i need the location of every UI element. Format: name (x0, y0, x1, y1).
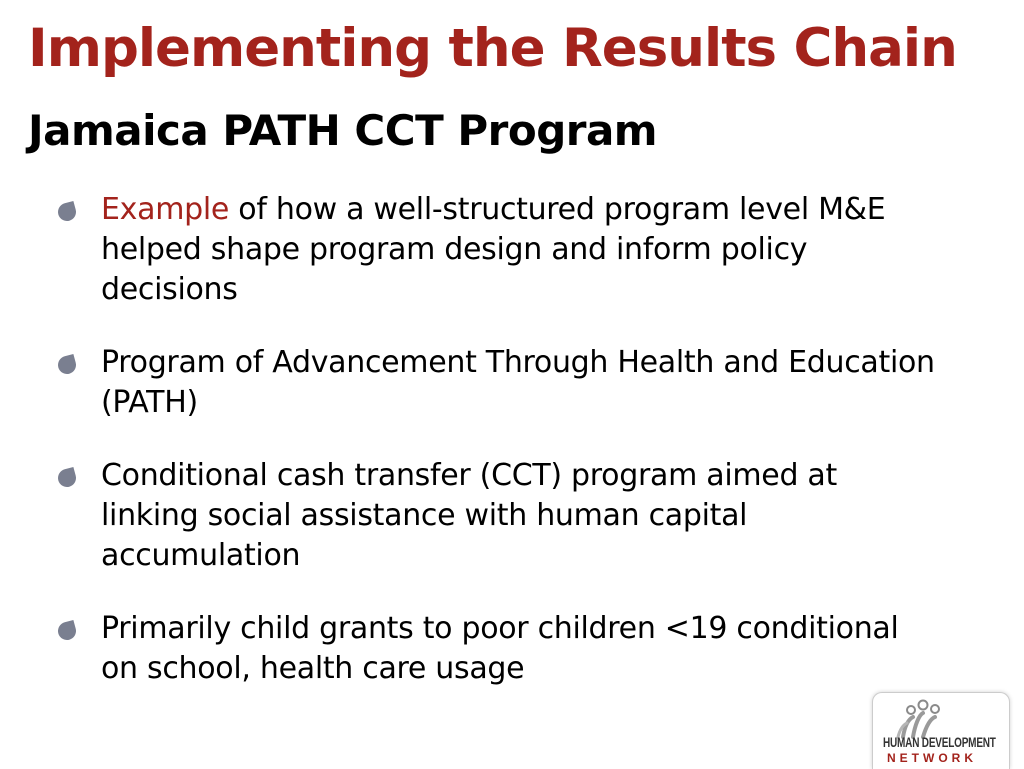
slide-title: Implementing the Results Chain (28, 18, 957, 79)
logo-line-2: NETWORK (887, 751, 977, 765)
bullet-text: Conditional cash transfer (CCT) program aimed at linking social assistance with human capital accumulation (101, 458, 837, 573)
bullet-item-path (58, 343, 938, 423)
bullet-list (58, 190, 938, 689)
bullet-text: Primarily child grants to poor children <19 conditional on school, health care usage (101, 611, 899, 686)
bullet-accent-text: Example (101, 192, 230, 227)
bullet-item-example (58, 190, 938, 310)
bullet-marker-icon (56, 620, 78, 642)
bullet-item-grants (58, 609, 938, 689)
hdn-logo (872, 692, 1010, 769)
bullet-text: Program of Advancement Through Health and Education (PATH) (101, 345, 935, 420)
bullet-marker-icon (56, 354, 78, 376)
bullet-marker-icon (56, 201, 78, 223)
bullet-item-cct (58, 456, 938, 576)
logo-line-1: HUMAN DEVELOPMENT (883, 736, 996, 751)
people-figures-icon (895, 699, 955, 739)
bullet-marker-icon (56, 467, 78, 489)
slide-subtitle: Jamaica PATH CCT Program (28, 106, 658, 155)
bullet-text: of how a well-structured program level M&E helped shape program design and inform policy decisions (101, 192, 886, 307)
